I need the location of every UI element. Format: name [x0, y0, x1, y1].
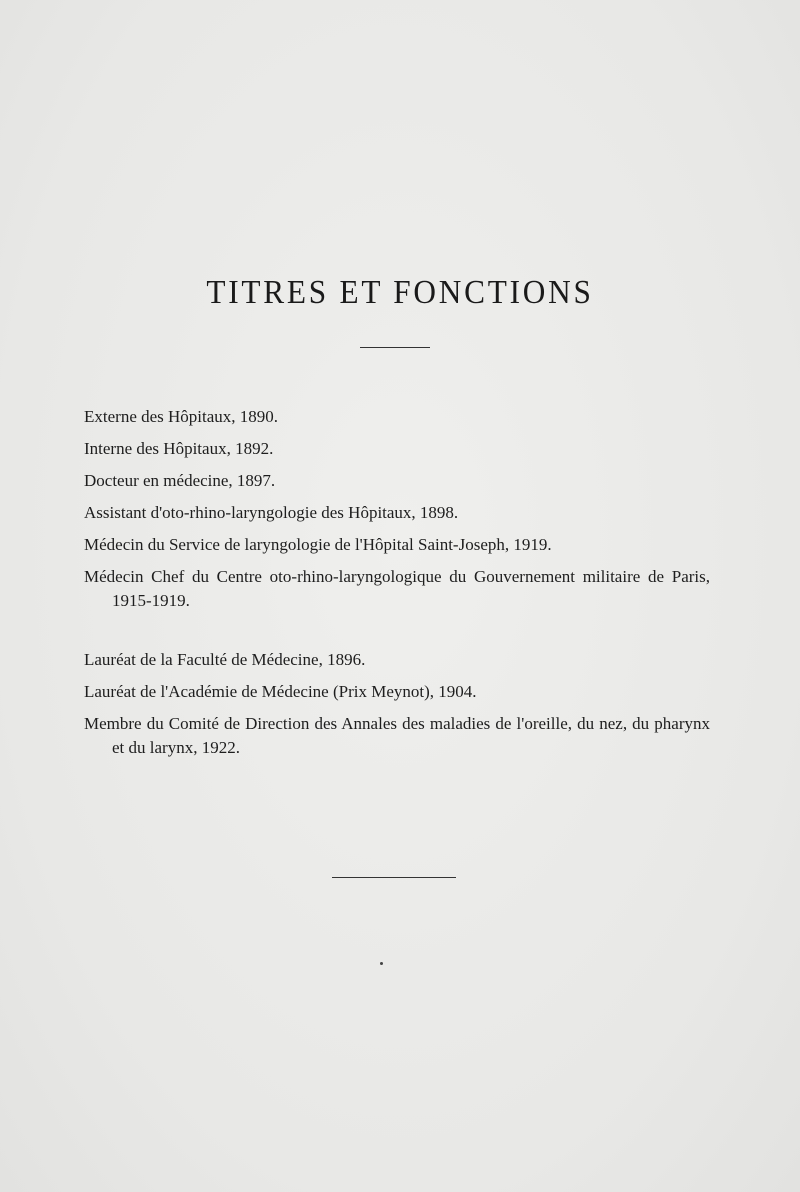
list-item: Lauréat de l'Académie de Médecine (Prix Meynot), 1904.	[84, 682, 477, 701]
list-item: Interne des Hôpitaux, 1892.	[84, 439, 274, 458]
list-item: Docteur en médecine, 1897.	[84, 471, 276, 490]
page-title: TITRES ET FONCTIONS	[206, 274, 594, 311]
title-divider	[360, 347, 430, 348]
list-item: Médecin du Service de laryngologie de l'Hôpital Saint-Joseph, 1919.	[84, 535, 552, 554]
end-divider	[332, 877, 456, 878]
list-item: Médecin Chef du Centre oto-rhino-laryngologique du Gouvernement militaire de Paris, 1915-1919.	[84, 567, 710, 610]
list-item: Assistant d'oto-rhino-laryngologie des Hôpitaux, 1898.	[84, 503, 459, 522]
print-speck	[380, 962, 383, 965]
honors-list	[84, 648, 710, 768]
functions-list	[84, 405, 710, 621]
list-item: Externe des Hôpitaux, 1890.	[84, 407, 279, 426]
list-item: Membre du Comité de Direction des Annales des maladies de l'oreille, du nez, du pharynx et du larynx, 1922.	[84, 714, 710, 757]
list-item: Lauréat de la Faculté de Médecine, 1896.	[84, 650, 366, 669]
